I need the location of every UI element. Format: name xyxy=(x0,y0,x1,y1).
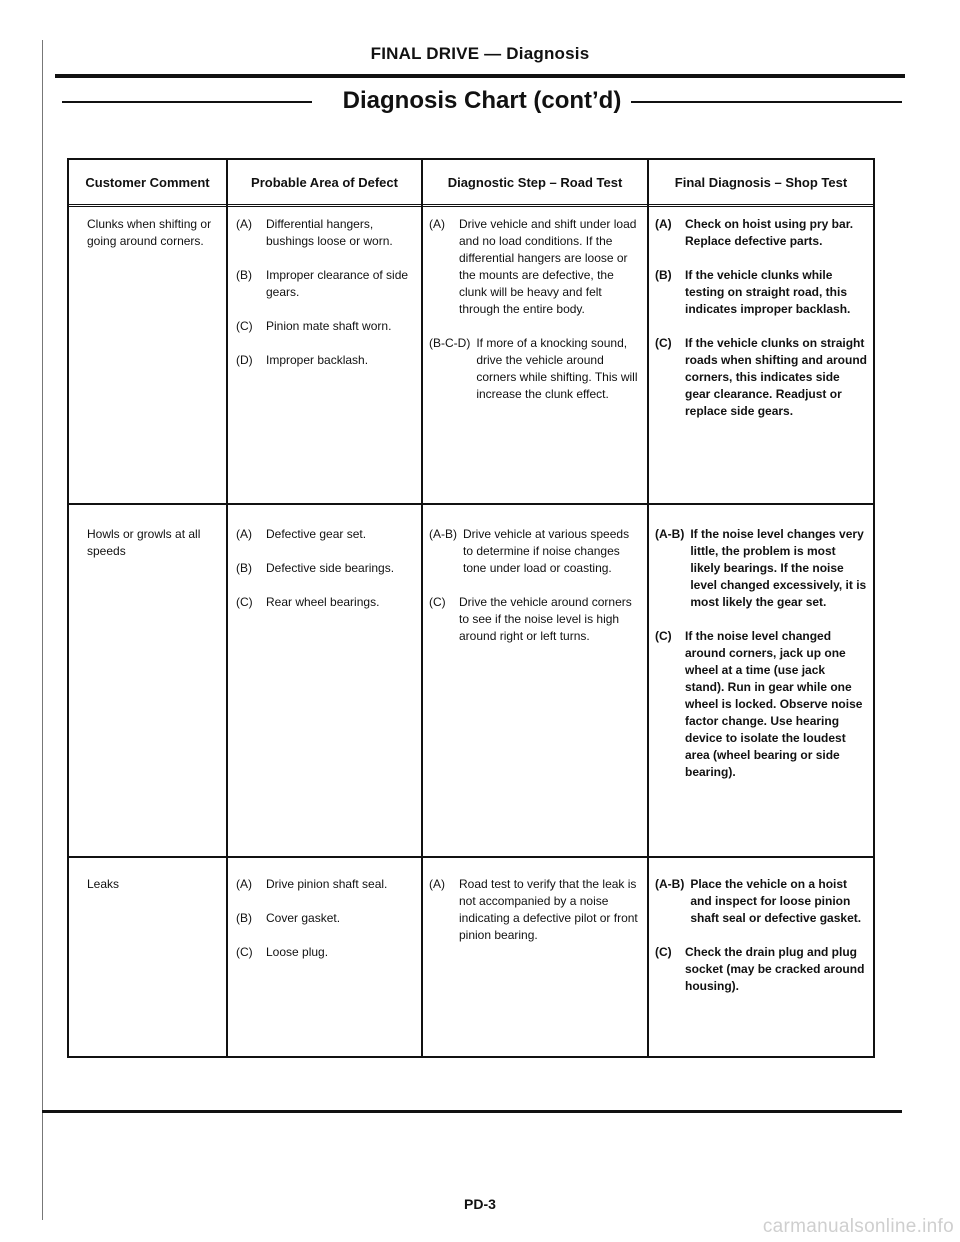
list-item xyxy=(236,560,416,577)
item-text: Defective gear set. xyxy=(266,527,367,541)
item-text: If the vehicle clunks on straight roads when shifting and around corners, this indicates side gear clearance. Readjust or replace side gears. xyxy=(685,336,868,418)
list-item xyxy=(655,944,867,995)
list-item xyxy=(429,526,641,577)
item-text: Road test to verify that the leak is not accompanied by a noise indicating a defective pilot or front pinion bearing. xyxy=(459,877,638,942)
column-divider xyxy=(421,160,423,1056)
row-1-shop-test xyxy=(655,216,867,437)
item-text: Place the vehicle on a hoist and inspect for loose pinion shaft seal or defective gasket. xyxy=(690,877,862,925)
row-1-defects xyxy=(236,216,416,386)
section-title-block xyxy=(62,87,902,117)
list-item xyxy=(429,335,641,403)
list-item xyxy=(655,876,867,927)
running-header: FINAL DRIVE — Diagnosis xyxy=(370,44,590,63)
item-label: (A-B) xyxy=(429,527,457,541)
item-text: If the noise level changed around corners, jack up one wheel at a time (use jack stand). Run in gear while one wheel is locked. Observe noise factor change. Use hearing device to isolate the loudest area (wheel bearing or side bearing). xyxy=(685,629,863,779)
row-2-road-test xyxy=(429,526,641,662)
column-header-shop-test: Final Diagnosis – Shop Test xyxy=(674,174,848,190)
item-label: (A) xyxy=(236,877,252,891)
column-header-probable-area: Probable Area of Defect xyxy=(251,174,398,190)
item-text: Differential hangers, bushings loose or worn. xyxy=(266,217,393,248)
row-1-customer-comment: Clunks when shifting or going around corners. xyxy=(87,217,212,248)
item-label: (C) xyxy=(655,336,672,350)
section-title-text: Diagnosis Chart (cont’d) xyxy=(333,87,632,114)
list-item xyxy=(655,335,867,420)
item-text: Loose plug. xyxy=(266,945,329,959)
item-label: (D) xyxy=(236,353,253,367)
item-text: If more of a knocking sound, drive the vehicle around corners while shifting. This will increase the clunk effect. xyxy=(476,336,638,401)
item-text: Drive the vehicle around corners to see if the noise level is high around right or left turns. xyxy=(459,595,632,643)
item-label: (C) xyxy=(236,945,253,959)
item-text: Pinion mate shaft worn. xyxy=(266,319,392,333)
item-label: (A) xyxy=(236,527,252,541)
list-item xyxy=(429,594,641,645)
item-text: Defective side bearings. xyxy=(266,561,395,575)
page-number: PD-3 xyxy=(464,1196,496,1212)
list-item xyxy=(655,628,867,781)
list-item xyxy=(236,526,416,543)
item-label: (C) xyxy=(236,319,253,333)
item-text: Check the drain plug and plug socket (may be cracked around housing). xyxy=(685,945,865,993)
item-label: (C) xyxy=(655,629,672,643)
row-divider xyxy=(69,503,873,505)
item-text: If the vehicle clunks while testing on straight road, this indicates improper backlash. xyxy=(685,268,851,316)
watermark: carmanualsonline.info xyxy=(762,1216,954,1237)
item-label: (A) xyxy=(236,217,252,231)
item-label: (B) xyxy=(236,561,252,575)
row-divider xyxy=(69,856,873,858)
list-item xyxy=(655,267,867,318)
column-header-road-test: Diagnostic Step – Road Test xyxy=(447,174,623,190)
column-divider xyxy=(647,160,649,1056)
item-text: Check on hoist using pry bar. Replace defective parts. xyxy=(685,217,854,248)
item-label: (A) xyxy=(429,217,445,231)
item-label: (A-B) xyxy=(655,877,685,891)
column-header-row xyxy=(69,160,873,207)
item-text: Drive vehicle and shift under load and no load conditions. If the differential hangers are loose or the mounts are defective, the clunk will be heavy and felt through the entire body. xyxy=(459,217,637,316)
item-label: (B-C-D) xyxy=(429,336,471,350)
footer-rule xyxy=(42,1110,902,1113)
header-rule xyxy=(55,74,905,78)
list-item xyxy=(429,216,641,318)
list-item xyxy=(655,216,867,250)
row-2-shop-test xyxy=(655,526,867,798)
column-divider xyxy=(226,160,228,1056)
row-3-shop-test xyxy=(655,876,867,1012)
item-label: (A-B) xyxy=(655,527,685,541)
item-text: Drive vehicle at various speeds to determine if noise changes tone under load or coasting. xyxy=(463,527,630,575)
diagnosis-chart xyxy=(67,158,875,1058)
column-header-customer-comment: Customer Comment xyxy=(85,174,210,190)
item-text: Drive pinion shaft seal. xyxy=(266,877,388,891)
row-2-defects xyxy=(236,526,416,628)
page-binding-line xyxy=(42,40,43,1220)
row-2-customer-comment: Howls or growls at all speeds xyxy=(87,527,201,558)
item-label: (C) xyxy=(655,945,672,959)
list-item xyxy=(655,526,867,611)
list-item xyxy=(236,216,416,250)
item-label: (C) xyxy=(429,595,446,609)
row-1-road-test xyxy=(429,216,641,420)
section-title xyxy=(62,87,902,115)
item-text: Improper clearance of side gears. xyxy=(266,268,409,299)
item-label: (B) xyxy=(236,911,252,925)
row-3-defects xyxy=(236,876,416,978)
list-item xyxy=(429,876,641,944)
list-item xyxy=(236,944,416,961)
item-label: (A) xyxy=(429,877,445,891)
list-item xyxy=(236,318,416,335)
list-item xyxy=(236,910,416,927)
item-label: (B) xyxy=(236,268,252,282)
row-3-customer-comment: Leaks xyxy=(87,877,120,891)
item-label: (B) xyxy=(655,268,672,282)
list-item xyxy=(236,594,416,611)
item-label: (C) xyxy=(236,595,253,609)
item-text: Rear wheel bearings. xyxy=(266,595,380,609)
row-3-road-test xyxy=(429,876,641,961)
list-item xyxy=(236,267,416,301)
list-item xyxy=(236,876,416,893)
list-item xyxy=(236,352,416,369)
item-text: If the noise level changes very little, the problem is most likely bearings. If the noise level changed excessively, it is most likely the gear set. xyxy=(690,527,867,609)
item-label: (A) xyxy=(655,217,672,231)
item-text: Cover gasket. xyxy=(266,911,341,925)
item-text: Improper backlash. xyxy=(266,353,369,367)
